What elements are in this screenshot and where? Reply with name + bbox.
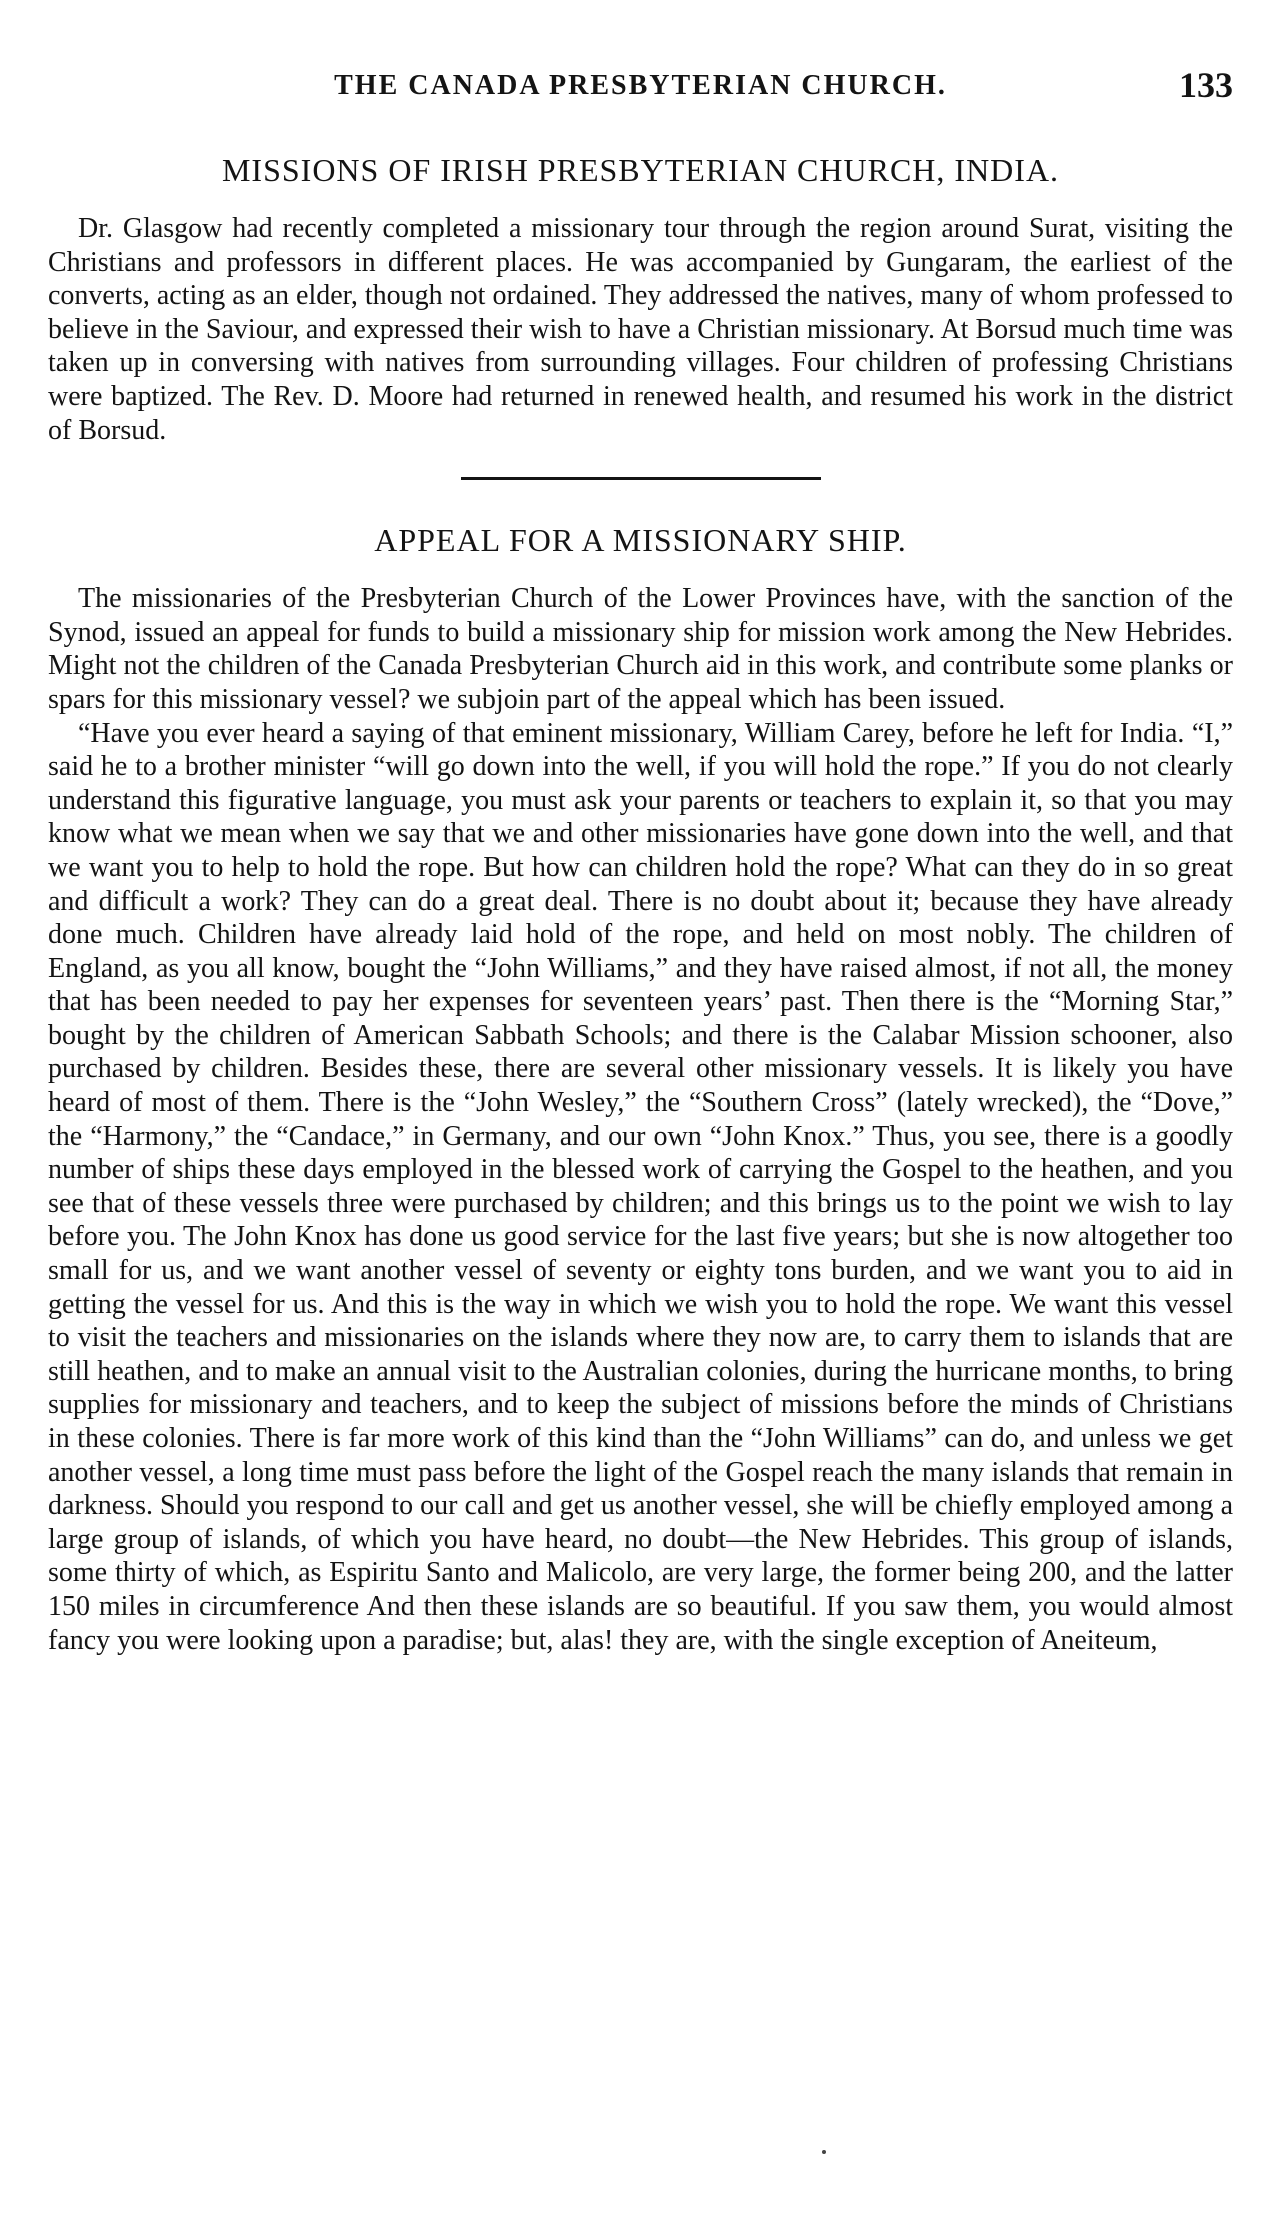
article-irish-missions [48, 150, 1233, 447]
running-title: THE CANADA PRESBYTERIAN CHURCH. [334, 70, 947, 101]
running-head [48, 0, 1233, 118]
paragraph: The missionaries of the Presbyterian Church of the Lower Provinces have, with the sanction of the Synod, issued an appeal for funds to build a missionary ship for mission work among the New Hebrides. Might not the children of the Canada Presbyterian Church aid in this work, and contribute some planks or spars for this missionary vessel? we subjoin part of the appeal which has been issued. [48, 583, 1233, 715]
paragraph: Dr. Glasgow had recently completed a missionary tour through the region around Surat, visiting the Christians and professors in different places. He was accompanied by Gungaram, the earliest of the converts, acting as an elder, though not ordained. They addressed the natives, many of whom professed to believe in the Saviour, and expressed their wish to have a Christian missionary. At Borsud much time was taken up in conversing with natives from surrounding villages. Four children of professing Christians were baptized. The Rev. D. Moore had returned in renewed health, and resumed his work in the district of Borsud. [48, 213, 1233, 446]
section-heading: APPEAL FOR A MISSIONARY SHIP. [374, 522, 907, 559]
page [48, 0, 1233, 1657]
section-heading: MISSIONS OF IRISH PRESBYTERIAN CHURCH, INDIA. [221, 152, 1060, 188]
paragraph: “Have you ever heard a saying of that eminent missionary, William Carey, before he left for India. “I,” said he to a brother minister “will go down into the well, if you will hold the rope.” If you do not clearly understand this figurative language, you must ask your parents or teachers to explain it, so that you may know what we mean when we say that we and other missionaries have gone down into the well, and that we want you to help to hold the rope. But how can children hold the rope? What can they do in so great and difficult a work? They can do a great deal. There is no doubt about it; because they have already done much. Children have already laid hold of the rope, and held on most nobly. The children of England, as you all know, bought the “John Williams,” and they have raised almost, if not all, the money that has been needed to pay her expenses for seventeen years’ past. Then there is the “Morning Star,” bought by the children of American Sabbath Schools; and there is the Calabar Mission schooner, also purchased by children. Besides these, there are several other missionary vessels. It is likely you have heard of most of them. There is the “John Wesley,” the “Southern Cross” (lately wrecked), the “Dove,” the “Harmony,” the “Candace,” in Germany, and our own “John Knox.” Thus, you see, there is a goodly number of ships these days employed in the blessed work of carrying the Gospel to the heathen, and you see that of these vessels three were purchased by children; and this brings us to the point we wish to lay before you. The John Knox has done us good service for the last five years; but she is now altogether too small for us, and we want another vessel of seventy or eighty tons burden, and we want you to aid in getting the vessel for us. And this is the way in which we wish you to hold the rope. We want this vessel to visit the teachers and missionaries on the islands where they now are, to carry them to islands that are still heathen, and to make an annual visit to the Australian colonies, during the hurricane months, to bring supplies for missionary and teachers, and to keep the subject of missions before the minds of Christians in these colonies. There is far more work of this kind than the “John Williams” can do, and unless we get another vessel, a long time must pass before the light of the Gospel reach the many islands that remain in darkness. Should you respond to our call and get us another vessel, she will be chiefly employed among a large group of islands, of which you have heard, no doubt—the New Hebrides. This group of islands, some thirty of which, as Espiritu Santo and Malicolo, are very large, the former being 200, and the latter 150 miles in circumference And then these islands are so beautiful. If you saw them, you would almost fancy you were looking upon a paradise; but, alas! they are, with the single exception of Aneiteum, [48, 717, 1233, 1656]
print-speck [822, 2150, 826, 2154]
section-divider [461, 477, 821, 480]
page-number: 133 [1179, 65, 1233, 105]
article-missionary-ship [48, 520, 1233, 1657]
